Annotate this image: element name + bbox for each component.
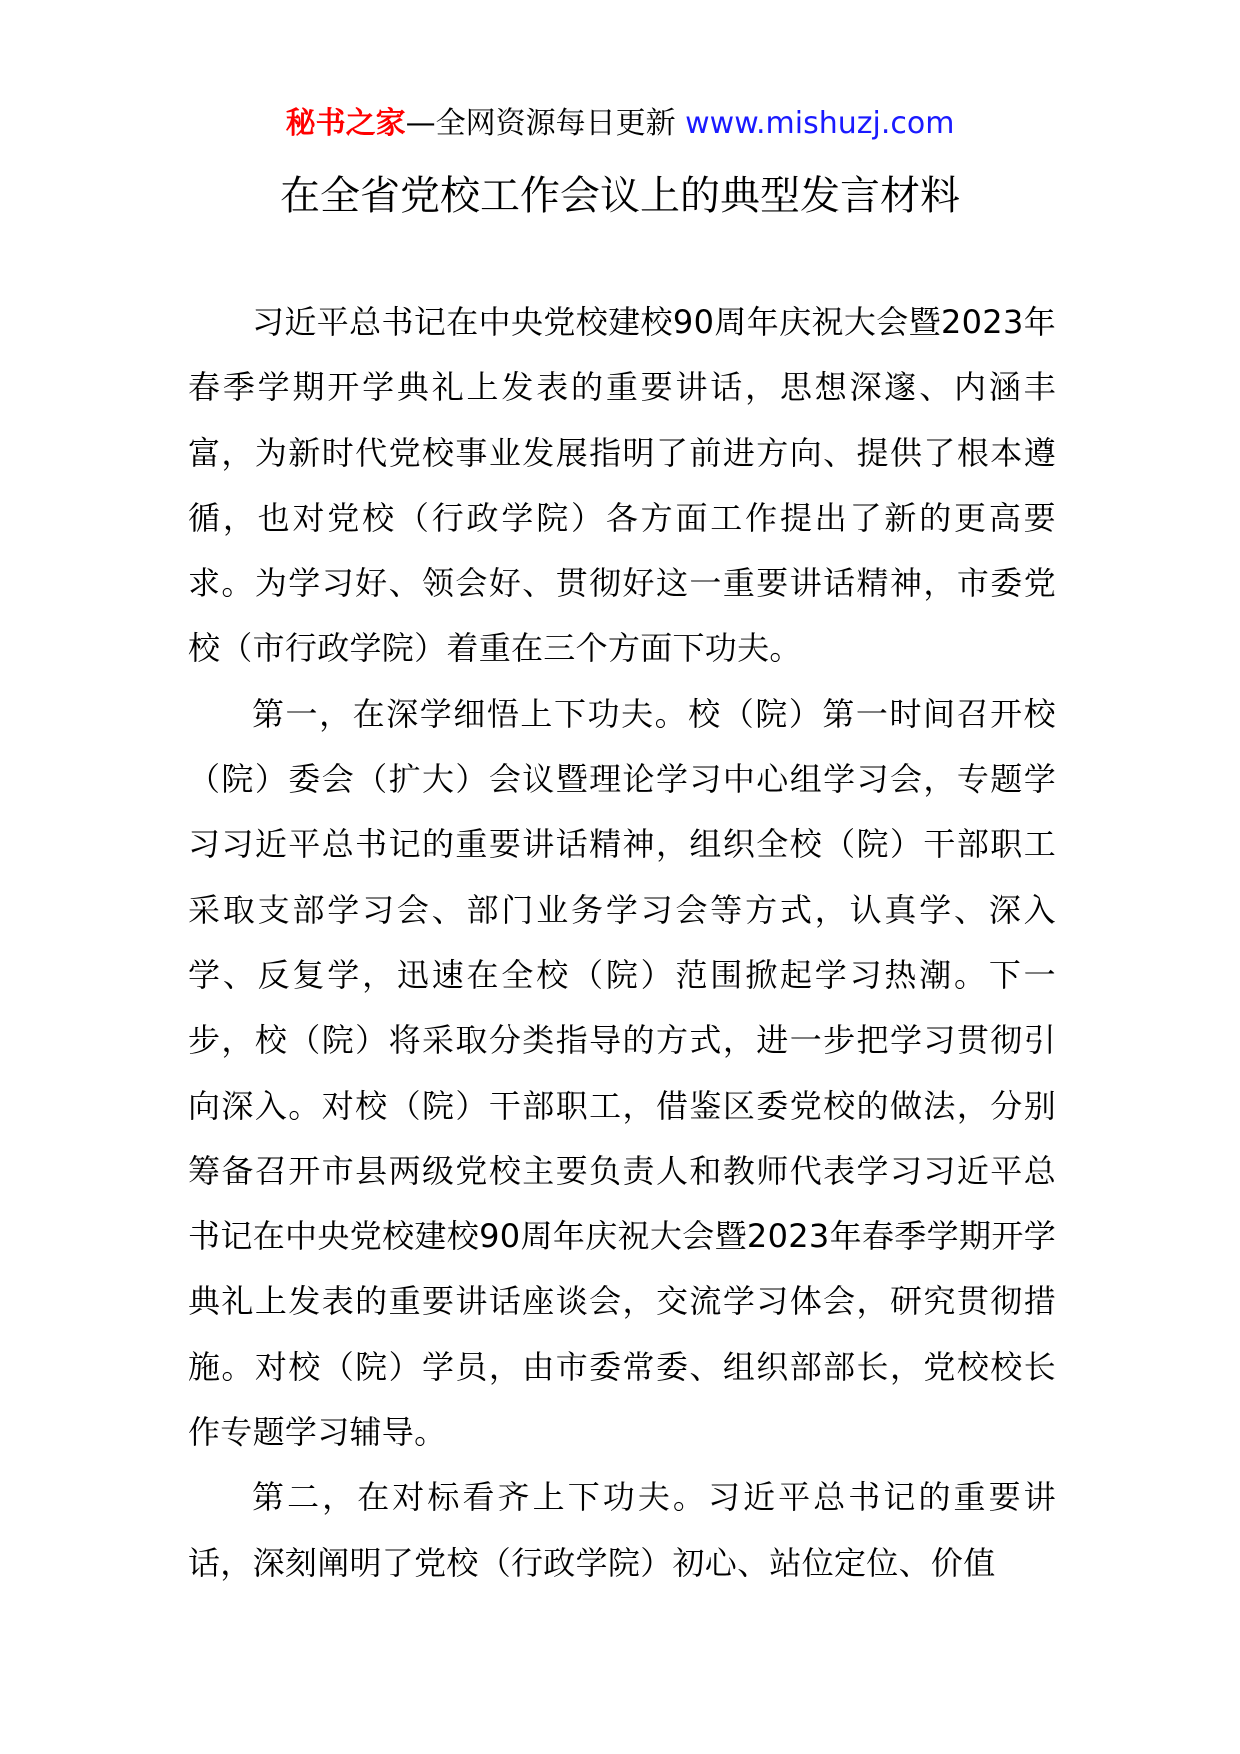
paragraph-lead: 第一，: [252, 694, 353, 733]
paragraph-text: 习近平总书记在中央党校建校90周年庆祝大会暨2023年春季学期开学典礼上发表的重要讲话，思想深邃、内涵丰富，为新时代党校事业发展指明了前进方向、提供了根本遵循，也对党校（行政学院）各方面工作提出了新的更高要求。为学习好、领会好、贯彻好这一重要讲话精神，市委党校（市行政学院）着重在三个方面下功夫。: [188, 303, 1056, 668]
paragraph-second-point: [188, 1465, 1056, 1596]
paragraph-intro: [188, 290, 1056, 682]
paragraph-text: 在深学细悟上下功夫。校（院）第一时间召开校（院）委会（扩大）会议暨理论学习中心组学习会，专题学习习近平总书记的重要讲话精神，组织全校（院）干部职工采取支部学习会、部门业务学习会等方式，认真学、深入学、反复学，迅速在全校（院）范围掀起学习热潮。下一步，校（院）将采取分类指导的方式，进一步把学习贯彻引向深入。对校（院）干部职工，借鉴区委党校的做法，分别筹备召开市县两级党校主要负责人和教师代表学习习近平总书记在中央党校建校90周年庆祝大会暨2023年春季学期开学典礼上发表的重要讲话座谈会，交流学习体会，研究贯彻措施。对校（院）学员，由市委常委、组织部部长，党校校长作专题学习辅导。: [188, 694, 1056, 1452]
site-url-link[interactable]: www.mishuzj.com: [685, 106, 955, 141]
brand-name: 秘书之家: [285, 106, 406, 141]
paragraph-text: 在对标看齐上下功夫。习近平总书记的重要讲话，深刻阐明了党校（行政学院）初心、站位定位、价值: [188, 1478, 1056, 1582]
paragraph-lead: 第二，: [252, 1478, 358, 1517]
document-body: [188, 290, 1056, 1596]
site-header: [0, 104, 1240, 144]
document-title: 在全省党校工作会议上的典型发言材料: [280, 173, 960, 219]
header-tagline: —全网资源每日更新: [405, 106, 676, 141]
paragraph-first-point: [188, 682, 1056, 1466]
